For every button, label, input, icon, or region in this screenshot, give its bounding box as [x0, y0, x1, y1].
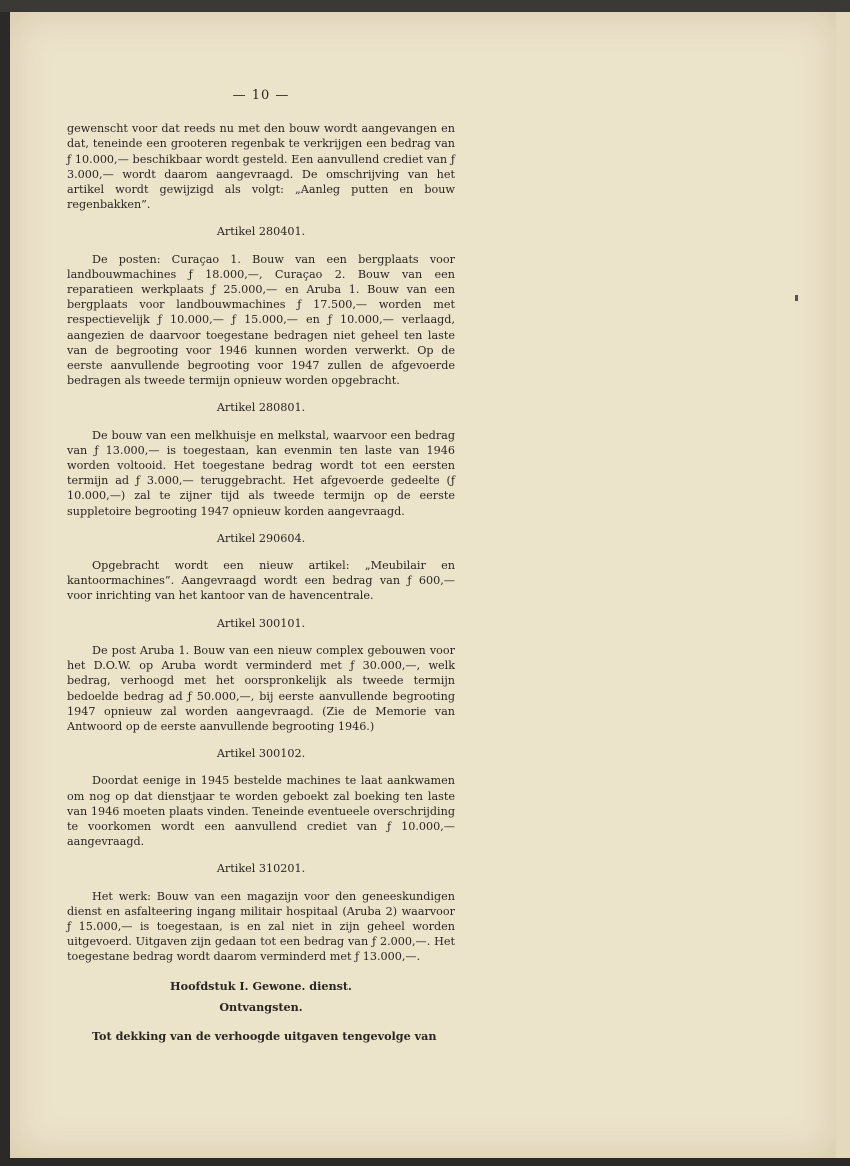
scanner-background — [0, 0, 850, 12]
section-heading: Artikel 300101. — [216, 616, 306, 630]
section-heading: Artikel 290604. — [216, 531, 306, 545]
sub-heading: Ontvangsten. — [219, 999, 303, 1014]
page-number: — 10 — — [232, 88, 290, 103]
page-edge — [836, 12, 850, 1158]
section-heading: Artikel 280801. — [216, 401, 306, 415]
section-paragraph: Doordat eenige in 1945 bestelde machines te laat aankwamen om nog op dat dienstjaar te worden geboekt zal boeking ten laste van 1946 moeten plaats vinden. Teneinde eventueele overschrijding te voorkomen wordt een aanvullend crediet van ƒ 10.000,— aangevraagd. — [67, 774, 455, 849]
intro-paragraph: gewenscht voor dat reeds nu met den bouw wordt aangevangen en dat, teneinde een grooteren regenbak te verkrijgen een bedrag van ƒ 10.000,— beschikbaar wordt gesteld. Een aanvullend crediet van ƒ 3.000,— wordt daarom aangevraagd. De omschrijving van het artikel wordt gewijzigd als volgt: „Aanleg putten en bouw regenbakken”. — [67, 122, 455, 212]
section-paragraph: De bouw van een melkhuisje en melkstal, waarvoor een bedrag van ƒ 13.000,— is toegestaan, kan evenmin ten laste van 1946 worden voltooid. Het toegestane bedrag wordt tot een eersten termijn ad ƒ 3.000,— teruggebracht. Het afgevoerde gedeelte (ƒ 10.000,—) zal te zijner tijd als tweede termijn op de eerste suppletoire begrooting 1947 opnieuw korden aangevraagd. — [67, 428, 455, 518]
text-column — [67, 88, 455, 1044]
chapter-heading: Hoofdstuk I. Gewone. dienst. — [170, 978, 352, 993]
section-paragraph: De post Aruba 1. Bouw van een nieuw complex gebouwen voor het D.O.W. op Aruba wordt verminderd met ƒ 30.000,—, welk bedrag, verhoogd met het oorspronkelijk als tweede termijn bedoelde bedrag ad ƒ 50.000,—, bij eerste aanvullende begrooting 1947 opnieuw zal worden aangevraagd. (Zie de Memorie van Antwoord op de eerste aanvullende begrooting 1946.) — [67, 643, 455, 733]
closing-line: Tot dekking van de verhoogde uitgaven tengevolge van — [92, 1028, 437, 1043]
section-paragraph: Opgebracht wordt een nieuw artikel: „Meubilair en kantoormachines”. Aangevraagd wordt een bedrag van ƒ 600,— voor inrichting van het kantoor van de havencentrale. — [67, 559, 455, 603]
section-paragraph: Het werk: Bouw van een magazijn voor den geneeskundigen dienst en asfalteering ingang militair hospitaal (Aruba 2) waarvoor ƒ 15.000,— is toegestaan, is en zal niet in zijn geheel worden uitgevoerd. Uitgaven zijn gedaan tot een bedrag van ƒ 2.000,—. Het toegestane bedrag wordt daarom verminderd met ƒ 13.000,—. — [67, 889, 455, 964]
paper-speck — [795, 295, 798, 301]
section-heading: Artikel 300102. — [216, 747, 306, 761]
section-heading: Artikel 310201. — [216, 862, 306, 876]
section-heading: Artikel 280401. — [216, 225, 306, 239]
section-paragraph: De posten: Curaçao 1. Bouw van een bergplaats voor landbouwmachines ƒ 18.000,—, Curaçao 2. Bouw van een reparatieen werkplaats ƒ 25.000,— en Aruba 1. Bouw van een bergplaats voor landbouwmachines ƒ 17.500,— worden met respectievelijk ƒ 10.000,— ƒ 15.000,— en ƒ 10.000,— verlaagd, aangezien de daarvoor toegestane bedragen niet geheel ten laste van de begrooting voor 1946 kunnen worden verwerkt. Op de eerste aanvullende begrooting voor 1947 zullen de afgevoerde bedragen als tweede termijn opnieuw worden opgebracht. — [67, 252, 455, 388]
